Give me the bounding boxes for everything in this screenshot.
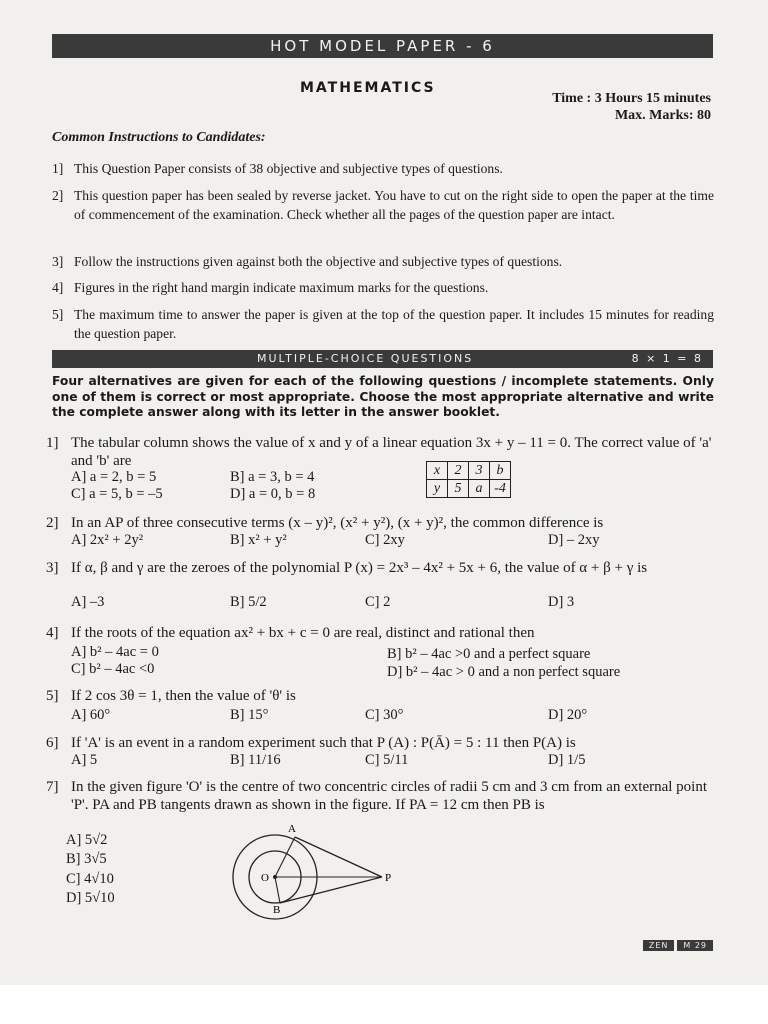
table-row [427,480,511,498]
option-c: C] 2xy [365,532,405,548]
question-text: In the given figure 'O' is the centre of two concentric circles of radii 5 cm and 3 cm from an external point 'P'. PA and PB tangents drawn as shown in the figure. If PA = 12 cm then PB is [71,779,708,813]
instructions-heading: Common Instructions to Candidates: [52,130,266,145]
instruction-text: This Question Paper consists of 38 objective and subjective types of questions. [74,161,503,176]
footer-page-number: M 29 [677,940,713,951]
label-o: O [261,872,269,884]
option-b: B] b² – 4ac >0 and a perfect square [387,646,591,662]
option-b: B] a = 3, b = 4 [230,469,315,485]
question-number: 3] [46,560,59,576]
option-a: A] 5 [71,752,98,768]
instruction-number: 3] [52,254,64,269]
option-a: A] 60° [71,707,111,723]
question-text: If 2 cos 3θ = 1, then the value of 'θ' is [71,688,296,704]
instruction-text: The maximum time to answer the paper is given at the top of the question paper. It includes 15 minutes for reading the question paper. [74,307,714,341]
table-cell: a [469,480,490,498]
table-cell: 2 [448,462,469,480]
question-6 [46,734,712,752]
option-d: D] 20° [548,707,588,723]
instruction-number: 4] [52,280,64,295]
question-number: 6] [46,735,59,751]
instruction-item [52,252,714,271]
option-a: A] 2x² + 2y² [71,532,144,548]
option-d: D] 1/5 [548,752,586,768]
table-cell: 5 [448,480,469,498]
question-number: 5] [46,688,59,704]
label-b: B [273,904,281,916]
time-label: Time : 3 Hours 15 minutes [552,91,711,106]
option-c: C] a = 5, b = –5 [71,486,163,502]
instruction-item [52,305,714,343]
instruction-text: Figures in the right hand margin indicate maximum marks for the questions. [74,280,489,295]
option-c: C] 30° [365,707,404,723]
question-text: If α, β and γ are the zeroes of the polynomial P (x) = 2x³ – 4x² + 5x + 6, the value of α + β + γ is [71,560,648,576]
question-number: 2] [46,515,59,531]
max-marks-label: Max. Marks: 80 [614,108,711,123]
option-c: C] 4√10 [66,871,114,887]
option-d: D] 3 [548,594,575,610]
option-a: A] –3 [71,594,105,610]
instruction-item [52,159,714,178]
instruction-item [52,186,714,224]
option-a: A] a = 2, b = 5 [71,469,157,485]
question-5 [46,687,712,705]
option-c: C] 2 [365,594,391,610]
mcq-section-label: MULTIPLE-CHOICE QUESTIONS [257,352,474,365]
table-cell: x [427,462,448,480]
option-a: A] 5√2 [66,832,108,848]
question-number: 4] [46,625,59,641]
question-text: If the roots of the equation ax² + bx + c = 0 are real, distinct and rational then [71,625,535,641]
mcq-instructions: Four alternatives are given for each of the following questions / incomplete statements. Only one of them is correct or most appropriate. Choose the most appropriate alternative and write the complete answer along with its letter in the answer booklet. [52,374,714,419]
paper-title-bar: HOT MODEL PAPER - 6 [52,34,713,58]
table-cell: 3 [469,462,490,480]
question-text: If 'A' is an event in a random experiment such that P (A) : P(Ā) = 5 : 11 then P(A) is [71,735,576,751]
label-p: P [385,872,392,884]
option-d: D] a = 0, b = 8 [230,486,316,502]
option-b: B] 3√5 [66,851,107,867]
table-cell: b [490,462,511,480]
time-and-marks [552,90,711,124]
instruction-text: This question paper has been sealed by reverse jacket. You have to cut on the right side to open the paper at the time of commencement of the examination. Check whether all the pages of the question paper are intact. [74,188,714,222]
question-text: The tabular column shows the value of x and y of a linear equation 3x + y – 11 = 0. The correct value of 'a' and 'b' are [71,435,712,469]
table-row [427,462,511,480]
option-c: C] 5/11 [365,752,409,768]
instruction-number: 2] [52,188,64,203]
mcq-section-marks: 8 × 1 = 8 [631,352,703,365]
subject-title: MATHEMATICS [300,80,436,96]
option-b: B] 5/2 [230,594,267,610]
instruction-number: 1] [52,161,64,176]
instruction-text: Follow the instructions given against both the objective and subjective types of questions. [74,254,563,269]
centre-point [273,875,277,879]
tangent-pa [295,837,382,877]
question-2 [46,514,712,532]
question-text: In an AP of three consecutive terms (x – y)², (x² + y²), (x + y)², the common difference is [71,515,604,531]
radius-ob [275,877,280,903]
option-d: D] b² – 4ac > 0 and a non perfect square [387,664,621,680]
question-number: 7] [46,779,59,795]
option-c: C] b² – 4ac <0 [71,661,155,677]
page-footer [643,940,713,951]
xy-value-table [426,461,511,498]
question-1 [46,434,712,470]
option-d: D] 5√10 [66,890,115,906]
option-b: B] x² + y² [230,532,287,548]
question-4 [46,624,712,642]
table-cell: -4 [490,480,511,498]
question-3 [46,559,712,577]
option-b: B] 11/16 [230,752,281,768]
tangent-pb [280,877,382,903]
concentric-circles-figure [220,815,400,920]
question-number: 1] [46,435,59,451]
option-a: A] b² – 4ac = 0 [71,644,159,660]
mcq-section-bar [52,350,713,368]
option-d: D] – 2xy [548,532,600,548]
option-b: B] 15° [230,707,269,723]
instruction-number: 5] [52,307,64,322]
label-a: A [288,823,296,835]
instruction-item [52,278,714,297]
footer-brand: ZEN [643,940,675,951]
question-7 [46,778,712,814]
table-cell: y [427,480,448,498]
